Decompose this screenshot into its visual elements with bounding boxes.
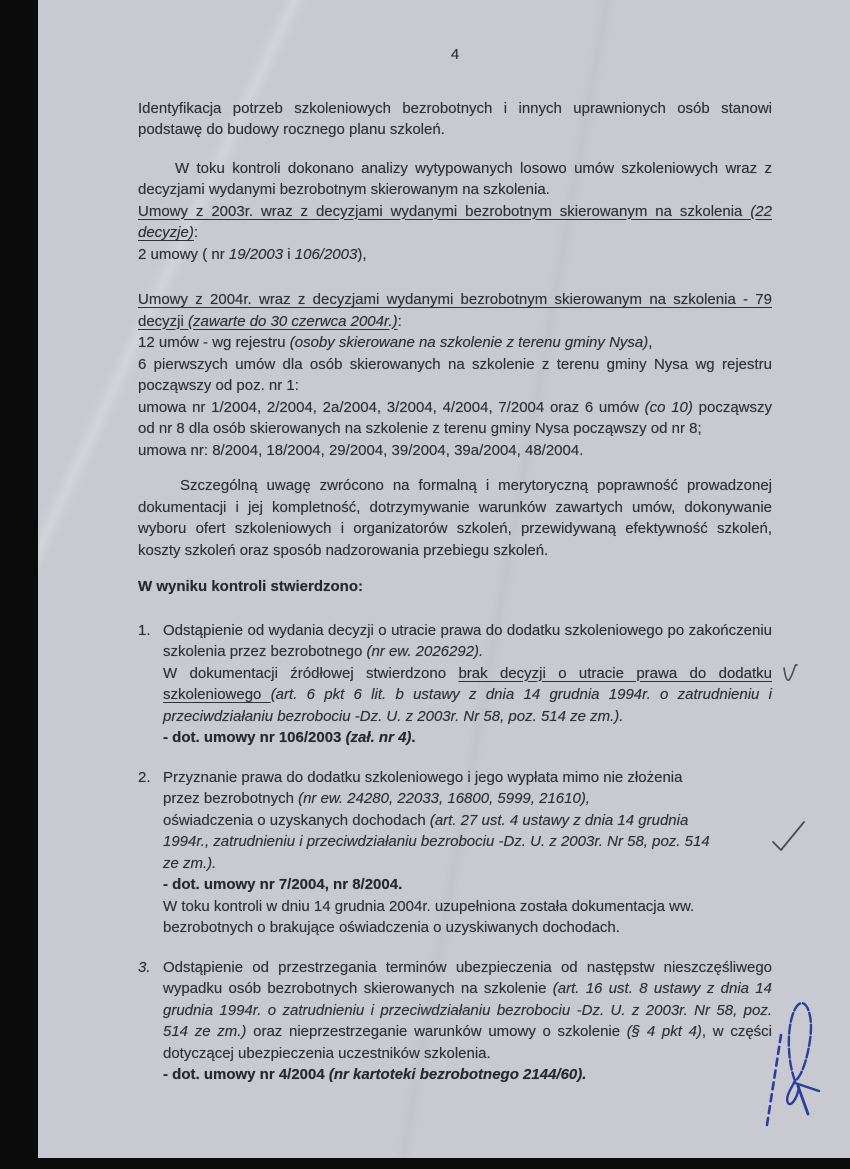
finding-1-s2: W dokumentacji źródłowej stwierdzono [163,664,459,682]
line-2004-2: 6 pierwszych umów dla osób skierowanych na szkolenie z terenu gminy Nysa wg rejestru począwszy od poz. nr 1: [138,355,772,394]
heading-2004-note: (zawarte do 30 czerwca 2004r.) [188,312,398,330]
finding-2-sentence-3: W toku kontroli w dniu 14 grudnia 2004r. uzupełniona została dokumentacja ww. bezrobotnych o brakujące oświadczenia o uzyskiwanych dochodach. [163,897,695,936]
finding-2-s1: Przyznanie prawa do dodatku szkoleniowego i jego wypłata mimo nie złożenia przez bezrobotnych [163,768,683,807]
line-2004-3-pre: umowa nr 1/2004, 2/2004, 2a/2004, 3/2004, 4/2004, 7/2004 oraz 6 umów [138,398,645,416]
finding-1-sentence-1 [163,620,772,663]
finding-2-sentence-1 [163,767,722,810]
finding-2-body [163,767,772,939]
heading-2003-colon: : [193,224,199,241]
finding-2-s1-note: (nr ew. 24280, 22033, 16800, 5999, 21610), [298,790,590,807]
finding-1-ref-bold: - dot. umowy nr 106/2003 [163,729,346,746]
intro-block [138,158,772,266]
finding-1-s2-underlined: brak decyzji o utracie prawa do dodatku szkoleniowego [163,664,772,703]
finding-3-number: 3. [138,958,151,976]
finding-1-number: 1. [138,621,151,639]
finding-2-s2-note: (art. 27 ust. 4 ustawy z dnia 14 grudnia 1994r., zatrudnieniu i przeciwdziałaniu bezrobociu -Dz. U. z 2003r. Nr 58, poz. 514 ze zm.). [163,811,710,872]
line-2004-3-note: (co 10) [644,398,693,416]
signature-paraph-icon [726,985,838,1135]
heading-umowy-2003 [138,201,772,244]
finding-1-s2-note: (art. 6 pkt 6 lit. b ustawy z dnia 14 grudnia 1994r. o zatrudnieniu i przeciwdziałaniu bezrobociu -Dz. U. z 2003r. Nr 58, poz. 514 ze zm.). [163,686,772,725]
finding-3-s2: oraz nieprzestrzeganie warunków umowy o szkolenie [246,1023,627,1040]
finding-3-s2-note: (§ 4 pkt 4) [626,1023,702,1040]
finding-3-sentence-1 [163,957,772,1065]
finding-3-reference [163,1064,772,1086]
finding-1-ref-bold-italic: (zał. nr 4) [345,729,412,746]
finding-1-s1: Odstąpienie od wydania decyzji o utracie prawa do dodatku szkoleniowego po zakończeniu szkolenia przez bezrobotnego [163,621,772,660]
line-2004-3 [138,397,772,440]
line-2004-1-pre: 12 umów - wg rejestru [138,334,290,351]
line-2004-1-note: (osoby skierowane na szkolenie z terenu gminy Nysa) [289,334,649,351]
finding-1-ref-tail: . [411,729,416,746]
line-2003-num1: 19/2003 [228,245,284,263]
finding-3-s1: Odstąpienie od przestrzegania terminów ubezpieczenia od następstw nieszczęśliwego wypadku osób bezrobotnych skierowanych na szkolenie [163,958,772,997]
line-2003-mid: i [283,245,295,263]
check-mark-icon [770,818,808,854]
finding-item-2 [138,767,772,939]
finding-1-reference [163,727,772,749]
line-2004-3-tail: począwszy od nr 8 dla osób skierowanych na szkolenie z terenu gminy Nysa począwszy od nr 8; [138,398,772,437]
finding-item-3 [138,957,772,1086]
page-content [138,0,772,1086]
finding-3-ref-bold-italic: (nr kartoteki bezrobotnego 2144/60). [328,1066,587,1083]
scan-edge-bottom [0,1158,850,1169]
heading-2003-text: Umowy z 2003r. wraz z decyzjami wydanymi bezrobotnym skierowanym na szkolenia [138,202,751,220]
line-2003-num2: 106/2003 [294,245,358,263]
finding-2-number: 2. [138,768,151,786]
intro-paragraph-2: W toku kontroli dokonano analizy wytypowanych losowo umów szkoleniowych wraz z decyzjami wydanymi bezrobotnym skierowanym na szkolenia. [138,159,772,198]
umowy-2004-block [138,289,772,461]
finding-1-s1-note: (nr ew. 2026292). [366,643,484,660]
page-number: 4 [450,46,460,63]
heading-2004-colon: : [397,312,402,330]
finding-2-s2: oświadczenia o uzyskanych dochodach [163,811,430,829]
finding-1-body [163,620,772,749]
small-tick-icon [782,663,800,687]
scope-paragraph: Szczególną uwagę zwrócono na formalną i merytoryczną poprawność prowadzonej dokumentacji i jej kompletność, dotrzymywanie warunków zawartych umów, dokonywanie wyboru ofert szkoleniowych i organizatorów szkoleń, przewidywaną efektywność szkoleń, koszty szkoleń oraz sposób nadzorowania przebiegu szkoleń. [138,477,772,559]
finding-3-body [163,957,772,1086]
line-2004-1 [138,332,772,354]
heading-umowy-2004 [138,289,772,332]
finding-3-s3: , w części dotyczącej ubezpieczenia uczestników szkolenia. [163,1023,772,1062]
finding-1-sentence-2 [163,663,772,728]
line-2004-1-tail: , [648,334,653,351]
line-2003-pre: 2 umowy ( nr [138,245,229,263]
finding-2-ref-bold: - dot. umowy nr 7/2004, nr 8/2004. [163,876,403,893]
line-2004-4: umowa nr: 8/2004, 18/2004, 29/2004, 39/2004, 39a/2004, 48/2004. [138,441,584,459]
finding-item-1 [138,620,772,749]
finding-2-sentence-2 [163,810,722,875]
findings-heading: W wyniku kontroli stwierdzono: [138,578,363,595]
heading-2004-text: Umowy z 2004r. wraz z decyzjami wydanymi bezrobotnym skierowanym na szkolenia - 79 decyzji [138,291,772,330]
intro-paragraph-1: Identyfikacja potrzeb szkoleniowych bezrobotnych i innych uprawnionych osób stanowi podstawę do budowy rocznego planu szkoleń. [138,99,772,138]
heading-2003-note: (22 decyzje) [138,202,772,241]
line-2003-tail: ), [357,245,367,263]
finding-3-s1-note: (art. 16 ust. 8 ustawy z dnia 14 grudnia 1994r. o zatrudnieniu i przeciwdziałaniu bezrobociu -Dz. U. z 2003r. Nr 58, poz. 514 ze zm.) [163,980,772,1040]
finding-3-ref-bold: - dot. umowy nr 4/2004 [163,1066,329,1083]
line-umowy-2003 [138,244,772,266]
finding-2-reference [163,874,722,896]
